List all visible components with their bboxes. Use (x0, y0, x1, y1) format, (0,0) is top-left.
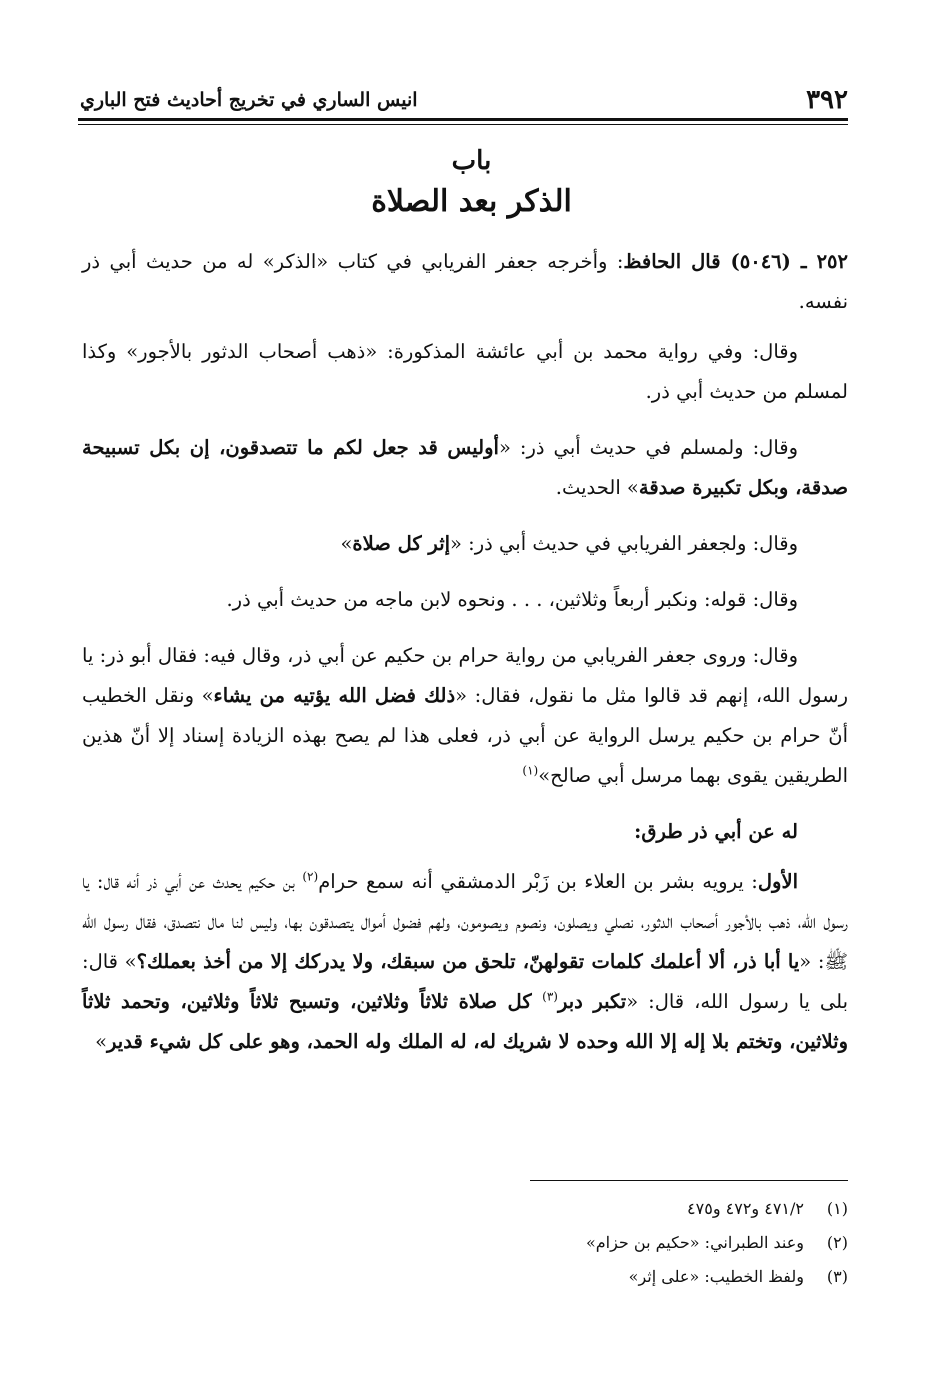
footnote-3-number: (٣) (826, 1267, 848, 1286)
paragraph-6-quote: ذلك فضل الله يؤتيه من يشاء (213, 684, 456, 707)
footnote-2 (82, 1226, 848, 1260)
footnote-2-number: (٢) (826, 1233, 848, 1252)
footnote-1 (82, 1192, 848, 1226)
paragraph-8-text-3: » قال: بلى يا رسول الله، قال: « (82, 950, 849, 1013)
footnote-3-text: ولفظ الخطيب: «على إثر» (628, 1267, 804, 1286)
footnotes (82, 1192, 848, 1294)
footnote-2-text: وعند الطبراني: «حكيم بن حزام» (585, 1233, 804, 1252)
footnote-1-number: (١) (826, 1199, 848, 1218)
paragraph-3 (82, 428, 848, 508)
paragraph-6-pre: وقال: وروى جعفر الفريابي من رواية حرام بن حكيم عن أبي ذر، وقال فيه: فقال أبو ذر: يا رسول الله، إنهم قد قالوا مثل ما نقول، فقال: « (82, 644, 849, 707)
paragraph-8-quote-1: يا أبا ذر، ألا أعلمك كلمات تقولهنّ، تلحق من سبقك، ولا يدركك إلا من أخذ بعملك؟ (136, 950, 800, 973)
paragraph-1-text: : وأخرجه جعفر الفريابي في كتاب «الذكر» له من حديث أبي ذر نفسه. (82, 250, 848, 313)
section-heading (82, 812, 848, 852)
footnote-ref-3[interactable]: (٣) (542, 989, 558, 1004)
paragraph-8-quote-2: تكبر دبر (557, 990, 627, 1013)
paragraph-6-post: » ونقل الخطيب أنّ حرام بن حكيم يرسل الرواية عن أبي ذر، فعلى هذا لم يصح بهذه الزيادة إسناد إلا أنّ هذين الطريقين يقوى بهما مرسل أبي صالح» (82, 684, 848, 787)
paragraph-1 (82, 242, 848, 322)
paragraph-4-post: » (340, 532, 353, 555)
main-text (82, 242, 848, 1078)
paragraph-8 (82, 862, 848, 1062)
paragraph-4-pre: وقال: ولجعفر الفريابي في حديث أبي ذر: « (450, 532, 798, 555)
paragraph-2 (82, 332, 848, 412)
paragraph-5-text: وقال: قوله: ونكبر أربعاً وثلاثين، . . . ونحوه لابن ماجه من حديث أبي ذر. (226, 588, 798, 611)
paragraph-3-quote: أوليس قد جعل لكم ما تتصدقون، إن بكل تسبيحة صدقة، وبكل تكبيرة صدقة (82, 436, 848, 499)
paragraph-8-lead: الأول (757, 870, 798, 893)
paragraph-8-text-4: » (95, 1030, 108, 1053)
chapter-title: الذكر بعد الصلاة (371, 184, 572, 219)
paragraph-4-quote: إثر كل صلاة (352, 532, 451, 555)
chapter-label: باب (451, 146, 492, 176)
paragraph-4 (82, 524, 848, 564)
footnote-ref-1[interactable]: (١) (522, 763, 539, 778)
section-heading-text: له عن أبي ذر طرق: (634, 820, 798, 843)
paragraph-2-text: وقال: وفي رواية محمد بن أبي عائشة المذكورة: «ذهب أصحاب الدثور بالأجور» وكذا لمسلم من حديث أبي ذر. (82, 340, 848, 403)
paragraph-5 (82, 580, 848, 620)
footnote-ref-2[interactable]: (٢) (302, 869, 319, 884)
paragraph-8-text-2: بن حكيم يحدث عن أبي ذر أنه قال: يا رسول الله، ذهب بالأجور أصحاب الدثور، نصلي ويصلون، ونصوم ويصومون، ولهم فضول أموال يتصدقون بها، وليس لنا مال نتصدق، فقال رسول الله ﷺ: « (82, 870, 849, 973)
footnote-3 (82, 1260, 848, 1294)
hadith-number: ٢٥٢ ـ (٥٠٤٦) قال الحافظ (623, 250, 848, 273)
paragraph-8-text-1: : يرويه بشر بن العلاء بن زَبْر الدمشقي أنه سمع حرام (318, 870, 758, 893)
header-rule-thick (78, 118, 848, 121)
header-rule-thin (78, 124, 848, 125)
page-number: ٣٩٢ (806, 85, 848, 115)
footnote-separator (530, 1180, 848, 1181)
footnote-1-text: ٤٧١/٢ و٤٧٢ و٤٧٥ (687, 1199, 804, 1218)
page-header (80, 80, 848, 120)
paragraph-3-pre: وقال: ولمسلم في حديث أبي ذر: « (498, 436, 798, 459)
paragraph-8-quote-3: كل صلاة ثلاثاً وثلاثين، وتسبح ثلاثاً وثلاثين، وتحمد ثلاثاً وثلاثين، وتختم بلا إله إلا الله وحده لا شريك له، له الملك وله الحمد، وهو على كل شيء قدير (82, 990, 848, 1053)
paragraph-3-post: » الحديث. (555, 476, 639, 499)
paragraph-6 (82, 636, 848, 796)
running-title: انيس الساري في تخريج أحاديث فتح الباري (80, 89, 418, 111)
